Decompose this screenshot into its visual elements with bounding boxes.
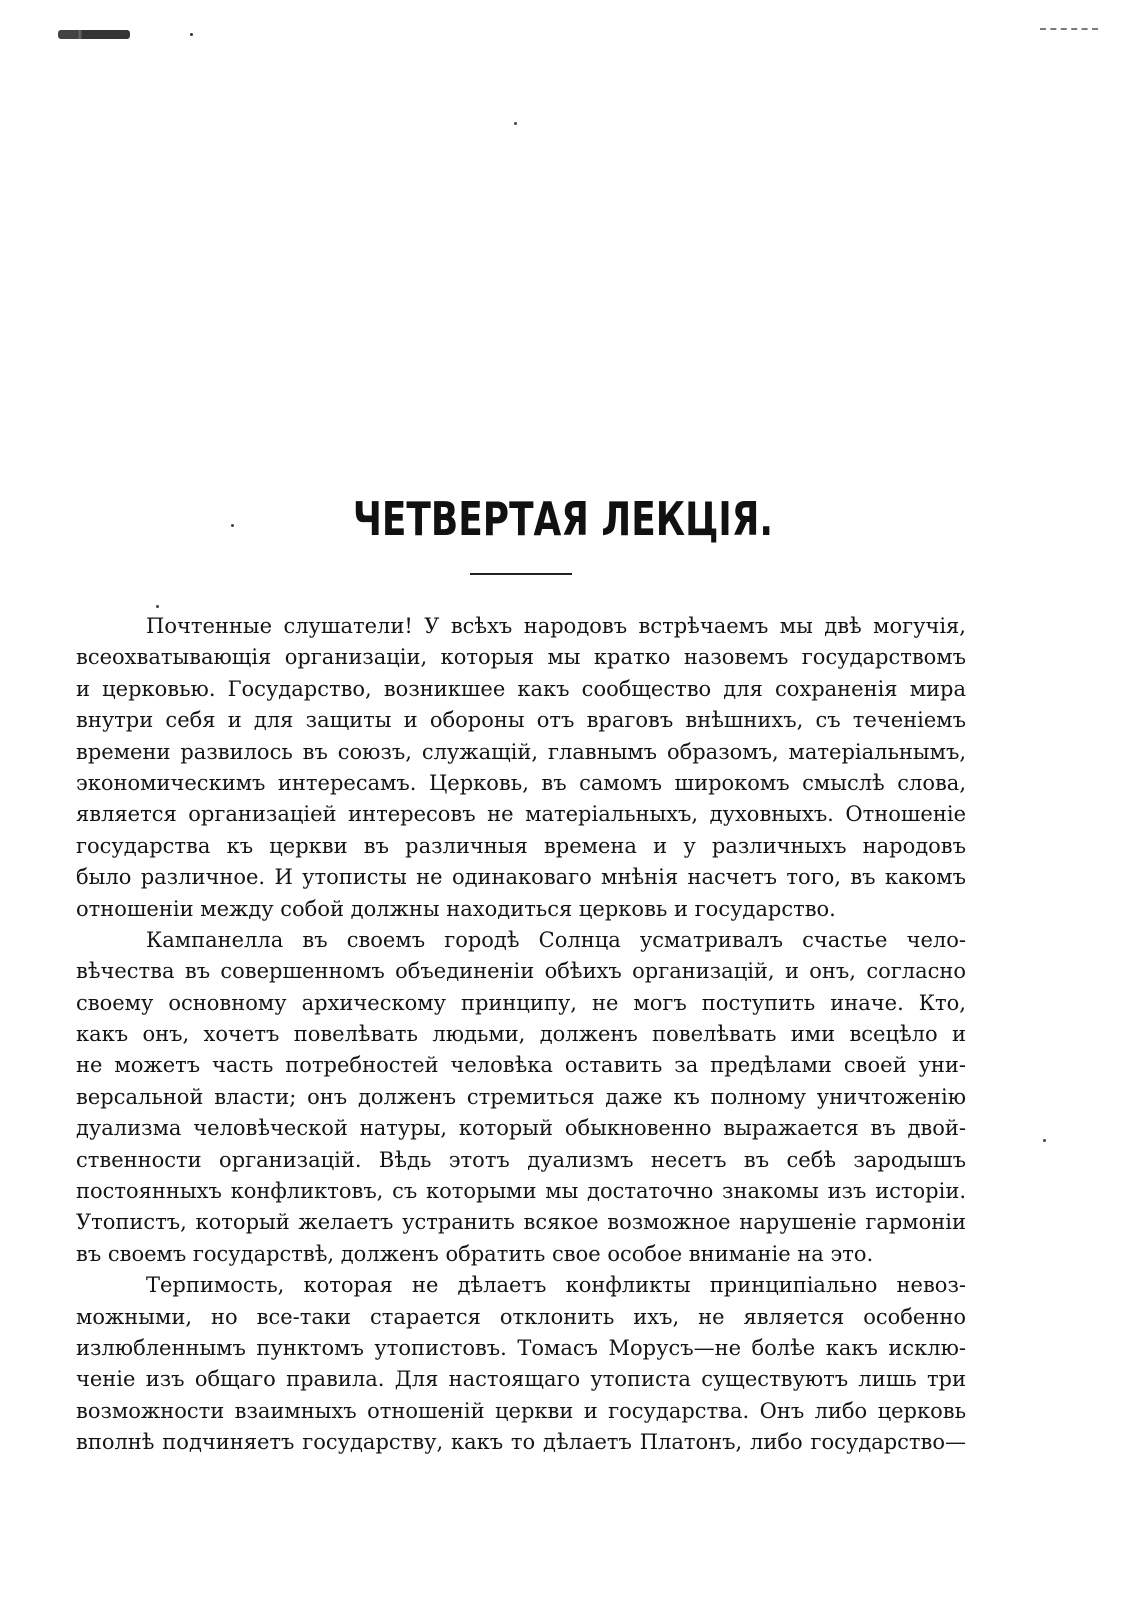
text-line: времени развилось въ союзъ, служащій, главнымъ образомъ, матеріальнымъ,: [76, 739, 966, 764]
text-line: дуализма человѣческой натуры, который обыкновенно выражается въ двой-: [76, 1116, 966, 1141]
scan-speck: [514, 122, 517, 125]
text-line: ственности организацій. Вѣдь этотъ дуализмъ несетъ въ себѣ зародышъ: [76, 1147, 966, 1172]
scan-speck: [156, 605, 159, 608]
title-divider: [470, 573, 572, 575]
text-line: вѣчества въ совершенномъ объединеніи обѣихъ организацій, и онъ, согласно: [76, 959, 966, 984]
scan-artifact: [58, 30, 130, 39]
text-line: вполнѣ подчиняетъ государству, какъ то дѣлаетъ Платонъ, либо государство—: [76, 1430, 966, 1455]
text-line: Почтенные слушатели! У всѣхъ народовъ встрѣчаемъ мы двѣ могучія,: [146, 614, 966, 638]
text-line: не можетъ часть потребностей человѣка оставить за предѣлами своей уни-: [76, 1053, 966, 1078]
paragraph: [76, 1270, 966, 1458]
text-line: какъ онъ, хочетъ повелѣвать людьми, долженъ повелѣвать ими всецѣло и: [76, 1022, 966, 1047]
text-line: Кампанелла въ своемъ городѣ Солнца усматривалъ счастье чело-: [146, 927, 966, 952]
text-line: отношеніи между собой должны находиться церковь и государство.: [76, 896, 836, 921]
text-line: въ своемъ государствѣ, долженъ обратить свое особое вниманіе на это.: [76, 1241, 874, 1266]
text-line: излюбленнымъ пунктомъ утопистовъ. Томасъ Морусъ—не болѣе какъ исклю-: [76, 1335, 966, 1360]
text-line: ченіе изъ общаго правила. Для настоящаго утописта существуютъ лишь три: [76, 1367, 966, 1392]
text-line: государства къ церкви въ различныя времена и у различныхъ народовъ: [76, 833, 966, 858]
text-line: Утопистъ, который желаетъ устранить всякое возможное нарушеніе гармоніи: [76, 1210, 966, 1235]
text-line: возможности взаимныхъ отношеній церкви и государства. Онъ либо церковь: [76, 1398, 966, 1423]
paragraph: [76, 925, 966, 1270]
text-line: экономическимъ интересамъ. Церковь, въ самомъ широкомъ смыслѣ слова,: [76, 770, 966, 795]
scan-artifact: [1040, 28, 1098, 32]
lecture-body: [76, 611, 966, 1459]
paragraph: [76, 611, 966, 925]
text-line: версальной власти; онъ долженъ стремиться даже къ полному уничтоженію: [76, 1084, 966, 1109]
lecture-title: ЧЕТВЕРТАЯ ЛЕКЦІЯ.: [352, 492, 773, 546]
scan-artifact: [190, 33, 193, 36]
text-line: постоянныхъ конфликтовъ, съ которыми мы достаточно знакомы изъ исторіи.: [76, 1179, 966, 1204]
text-line: Терпимость, которая не дѣлаетъ конфликты принципіально невоз-: [146, 1273, 966, 1298]
text-line: внутри себя и для защиты и обороны отъ враговъ внѣшнихъ, съ теченіемъ: [76, 708, 966, 733]
text-line: можными, но все-таки старается отклонить ихъ, не является особенно: [76, 1304, 966, 1329]
text-line: является организаціей интересовъ не матеріальныхъ, духовныхъ. Отношеніе: [76, 802, 966, 827]
text-line: всеохватывающія организаціи, которыя мы кратко назовемъ государствомъ: [76, 645, 966, 670]
scan-speck: [1043, 1139, 1046, 1142]
text-line: своему основному архическому принципу, не могъ поступить иначе. Кто,: [76, 990, 966, 1015]
text-line: было различное. И утописты не одинаковаго мнѣнія насчетъ того, въ какомъ: [76, 865, 966, 890]
text-line: и церковью. Государство, возникшее какъ сообщество для сохраненія мира: [76, 676, 966, 701]
